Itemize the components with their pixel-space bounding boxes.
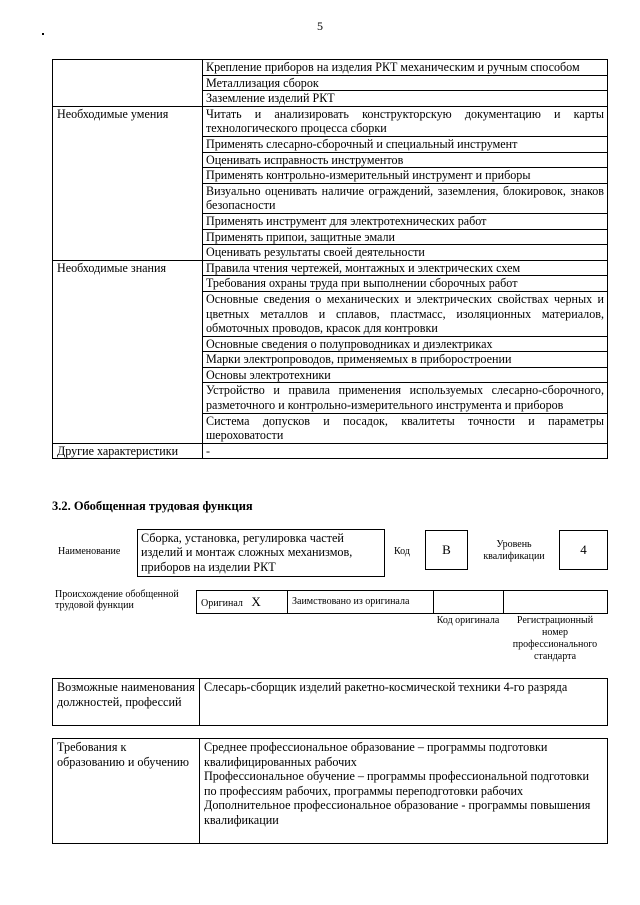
education-line: Профессиональное обучение – программы профессиональной подготовки по профессиям рабочих, программы переподготовки рабочих [204, 769, 590, 798]
origin-code-cell [433, 590, 504, 614]
education-value [200, 739, 608, 844]
original-label: Оригинал [201, 598, 243, 609]
code-caption: Код оригинала [436, 615, 500, 626]
origin-reg-cell [503, 590, 608, 614]
origin-borrowed-cell [287, 590, 434, 614]
section-title: 3.2. Обобщенная трудовая функция [52, 499, 253, 513]
education-line: Среднее профессиональное образование – программы подготовки квалифицированных рабочих [204, 740, 548, 769]
table-cell: Марки электропроводов, применяемых в приборостроении [203, 352, 608, 368]
table-cell: Визуально оценивать наличие ограждений, заземления, блокировок, знаков безопасности [203, 183, 608, 213]
table-cell: Читать и анализировать конструкторскую документацию и карты технологического процесса сборки [203, 106, 608, 136]
origin-label: Происхождение обобщенной трудовой функции [55, 589, 179, 611]
table-cell: Основные сведения о полупроводниках и диэлектриках [203, 336, 608, 352]
table-cell: Применять инструмент для электротехнических работ [203, 213, 608, 229]
education-label: Требования к образованию и обучению [53, 739, 200, 844]
table-cell: Применять контрольно-измерительный инструмент и приборы [203, 168, 608, 184]
name-field: Сборка, установка, регулировка частей изделий и монтаж сложных механизмов, приборов на изделии РКТ [137, 529, 385, 577]
positions-label: Возможные наименования должностей, профессий [53, 679, 200, 726]
table-cell: Правила чтения чертежей, монтажных и электрических схем [203, 260, 608, 276]
reg-caption: Регистрационный номер профессионального стандарта [512, 615, 598, 662]
table-cell: - [203, 443, 608, 459]
borrowed-label: Заимствовано из оригинала [292, 596, 410, 607]
row-label-knowledge: Необходимые знания [53, 260, 203, 443]
level-field: 4 [559, 530, 608, 570]
code-label: Код [394, 546, 410, 557]
education-line: Дополнительное профессиональное образование - программы повышения квалификации [204, 798, 591, 827]
name-label: Наименование [58, 546, 121, 557]
page-number: 5 [317, 19, 323, 33]
education-table [52, 738, 608, 844]
table-cell: Основы электротехники [203, 367, 608, 383]
skills-table [52, 59, 608, 459]
row-label-other: Другие характеристики [53, 443, 203, 459]
table-cell: Заземление изделий РКТ [203, 91, 608, 107]
level-label: Уровень квалификации [483, 539, 545, 562]
table-cell: Требования охраны труда при выполнении сборочных работ [203, 276, 608, 292]
table-cell: Система допусков и посадок, квалитеты точности и параметры шероховатости [203, 413, 608, 443]
scan-speck [42, 33, 44, 35]
row-label-skills: Необходимые умения [53, 106, 203, 260]
table-cell: Крепление приборов на изделия РКТ механическим и ручным способом [203, 60, 608, 76]
table-cell: Оценивать исправность инструментов [203, 152, 608, 168]
original-mark: X [251, 594, 261, 609]
origin-original-cell [196, 590, 288, 614]
table-cell: Применять припои, защитные эмали [203, 229, 608, 245]
table-cell: Оценивать результаты своей деятельности [203, 245, 608, 261]
row-label-continued [53, 60, 203, 107]
positions-table [52, 678, 608, 726]
table-cell: Устройство и правила применения используемых слесарно-сборочного, разметочного и контрольно-измерительного инструмента и приборов [203, 383, 608, 413]
code-field: B [425, 530, 468, 570]
table-cell: Основные сведения о механических и электрических свойствах черных и цветных металлов и сплавов, пластмасс, изоляционных материалов, обмоточных проводов, красок для контровки [203, 291, 608, 336]
table-cell: Применять слесарно-сборочный и специальный инструмент [203, 136, 608, 152]
table-cell: Металлизация сборок [203, 75, 608, 91]
positions-value: Слесарь-сборщик изделий ракетно-космической техники 4-го разряда [200, 679, 608, 726]
